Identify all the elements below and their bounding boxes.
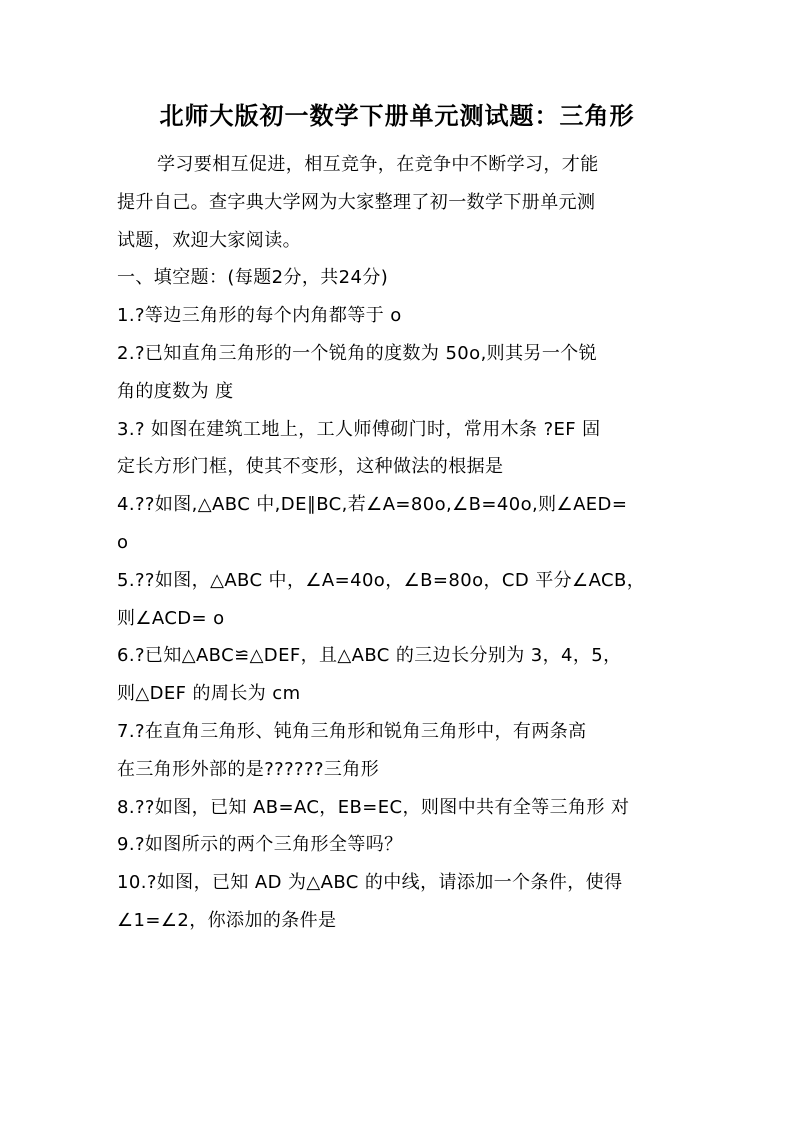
section-heading: 一、填空题：(每题2分，共24分): [117, 267, 389, 289]
question-line: 则∠ACD= o: [117, 607, 225, 629]
question-line: 7.?在直角三角形、钝角三角形和锐角三角形中，有两条高: [117, 720, 587, 742]
question-line: 6.?已知△ABC≌△DEF，且△ABC 的三边长分别为 3，4，5，: [117, 645, 622, 667]
intro-paragraph-line: 试题，欢迎大家阅读。: [117, 229, 301, 251]
question-line: 1.?等边三角形的每个内角都等于 o: [117, 305, 402, 327]
question-line: 8.??如图，已知 AB=AC，EB=EC，则图中共有全等三角形 对: [117, 796, 630, 818]
question-line: 2.?已知直角三角形的一个锐角的度数为 50o,则其另一个锐: [117, 342, 598, 364]
question-line: 3.? 如图在建筑工地上，工人师傅砌门时，常用木条 ?EF 固: [117, 418, 601, 440]
question-line: 定长方形门框，使其不变形，这种做法的根据是: [117, 456, 504, 478]
document-body: [117, 146, 687, 940]
question-line: 10.?如图，已知 AD 为△ABC 的中线，请添加一个条件，使得: [117, 872, 623, 894]
question-line: ∠1=∠2，你添加的条件是: [117, 909, 337, 931]
question-line: 则△DEF 的周长为 cm: [117, 683, 301, 705]
question-line: o: [117, 531, 129, 553]
intro-paragraph-line: 学习要相互促进，相互竞争，在竞争中不断学习，才能: [157, 154, 599, 175]
question-line: 4.??如图,△ABC 中,DE∥BC,若∠A=80o,∠B=40o,则∠AED=: [117, 494, 628, 516]
question-line: 在三角形外部的是??????三角形: [117, 758, 380, 780]
question-line: 9.?如图所示的两个三角形全等吗？: [117, 834, 403, 856]
question-line: 5.??如图，△ABC 中，∠A=40o，∠B=80o，CD 平分∠ACB，: [117, 569, 646, 591]
intro-paragraph-line: 提升自己。查字典大学网为大家整理了初一数学下册单元测: [117, 191, 596, 213]
document-title: 北师大版初一数学下册单元测试题：三角形: [159, 101, 635, 130]
question-line: 角的度数为 度: [117, 380, 234, 402]
